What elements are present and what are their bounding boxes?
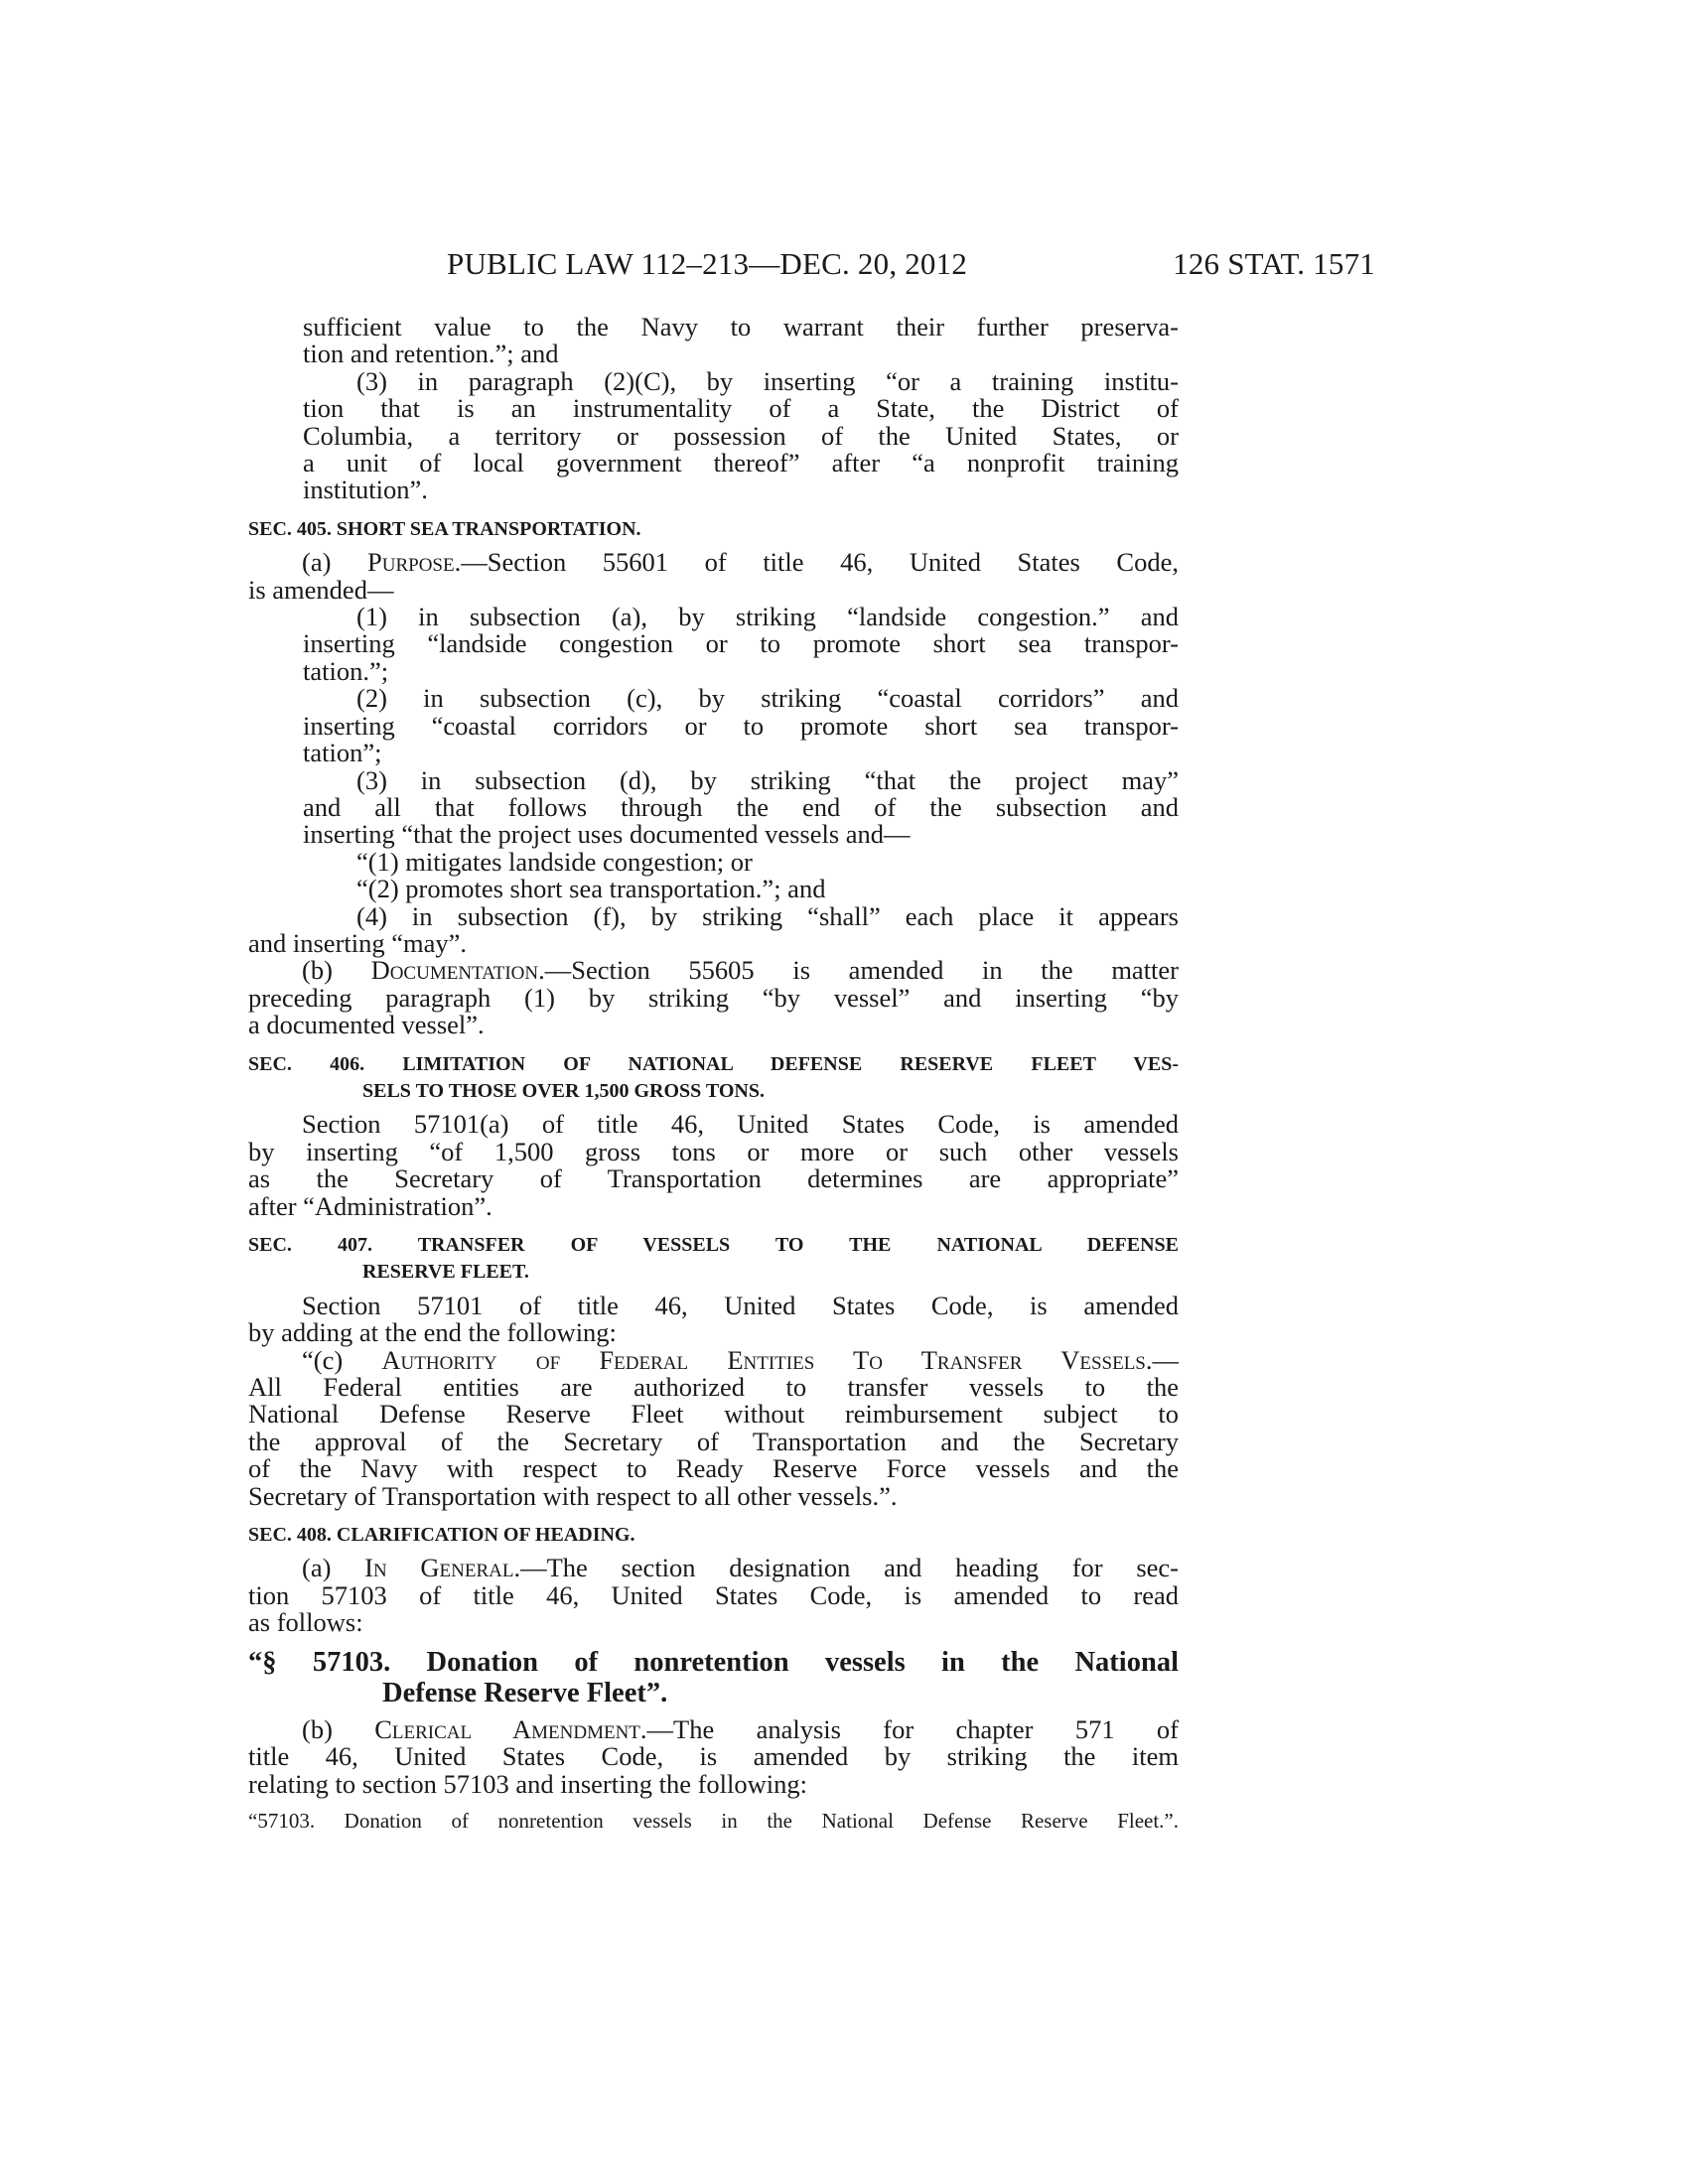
subsection-heading: In General (364, 1553, 514, 1583)
text-line: Section 57101 of title 46, United States Code, is amended (302, 1290, 1179, 1320)
text-line: (3) in subsection (d), by striking “that the project may” (356, 764, 1179, 795)
text-line: (4) in subsection (f), by striking “shall” each place it appears (356, 900, 1179, 931)
text-line: All Federal entities are authorized to transfer vessels to the (248, 1372, 1179, 1403)
document-body (248, 312, 1180, 1835)
text-line: inserting “that the project uses documented vessels and— (303, 819, 911, 850)
text-line: Secretary of Transportation with respect to all other vessels.”. (248, 1480, 898, 1511)
text-line: of the Navy with respect to Ready Reserve Force vessels and the (248, 1453, 1179, 1484)
section-heading-408: SEC. 408. CLARIFICATION OF HEADING. (248, 1524, 635, 1547)
text-line: (b) Documentation.—Section 55605 is amended in the matter (302, 955, 1180, 986)
text-line: National Defense Reserve Fleet without reimbursement subject to (248, 1399, 1179, 1430)
text-line: tion 57103 of title 46, United States Code, is amended to read (248, 1579, 1179, 1610)
text-line: by adding at the end the following: (248, 1317, 617, 1348)
section-title-57103-cont: Defense Reserve Fleet”. (382, 1677, 668, 1708)
subsection-heading: Clerical Amendment (374, 1713, 640, 1744)
section-heading-405: SEC. 405. SHORT SEA TRANSPORTATION. (248, 517, 641, 540)
text-line: “(1) mitigates landside congestion; or (356, 846, 753, 877)
page-header (303, 246, 1375, 288)
text-line: (3) in paragraph (2)(C), by inserting “or a training institu- (356, 365, 1179, 396)
section-heading-407: SEC. 407. TRANSFER OF VESSELS TO THE NATIONAL DEFENSE (248, 1234, 1179, 1256)
text-line: “(c) Authority of Federal Entities To Transfer Vessels.— (302, 1344, 1179, 1375)
text-line: as the Secretary of Transportation determines are appropriate” (248, 1163, 1179, 1194)
text-line: and inserting “may”. (248, 927, 468, 958)
text-line: title 46, United States Code, is amended by striking the item (248, 1741, 1179, 1772)
text-line: tation”; (303, 738, 382, 768)
text-line: Columbia, a territory or possession of the United States, or (303, 420, 1179, 451)
text-line: “(2) promotes short sea transportation.”; and (356, 874, 826, 904)
text-line: inserting “landside congestion or to promote short sea transpor- (303, 628, 1179, 659)
text-line: (b) Clerical Amendment.—The analysis for chapter 571 of (302, 1713, 1179, 1744)
section-title-57103: “§ 57103. Donation of nonretention vessels in the National (248, 1646, 1179, 1678)
subsection-heading: Purpose (367, 547, 455, 578)
text-line: (2) in subsection (c), by striking “coastal corridors” and (356, 683, 1179, 714)
section-heading-406-cont: SELS TO THOSE OVER 1,500 GROSS TONS. (362, 1079, 765, 1102)
section-heading-407-cont: RESERVE FLEET. (362, 1261, 529, 1284)
text-line: and all that follows through the end of the subsection and (303, 791, 1179, 822)
text-line: tion that is an instrumentality of a State, the District of (303, 393, 1179, 424)
text-line: preceding paragraph (1) by striking “by vessel” and inserting “by (248, 982, 1179, 1013)
text-line: (a) In General.—The section designation and heading for sec- (302, 1553, 1179, 1583)
text-line: after “Administration”. (248, 1190, 492, 1221)
text-line: inserting “coastal corridors or to promote short sea transpor- (303, 710, 1179, 741)
text-line: institution”. (303, 475, 428, 505)
text-line: is amended— (248, 574, 394, 605)
text-line: tion and retention.”; and (303, 339, 559, 369)
text-line: relating to section 57103 and inserting the following: (248, 1768, 808, 1799)
section-heading-406: SEC. 406. LIMITATION OF NATIONAL DEFENSE RESERVE FLEET VES- (248, 1052, 1179, 1075)
text-line: a documented vessel”. (248, 1010, 485, 1040)
text-line: sufficient value to the Navy to warrant their further preserva- (303, 312, 1179, 341)
text-line: by inserting “of 1,500 gross tons or more or such other vessels (248, 1136, 1179, 1166)
running-head: PUBLIC LAW 112–213—DEC. 20, 2012 (447, 246, 968, 281)
text-line: Section 57101(a) of title 46, United States Code, is amended (302, 1109, 1179, 1140)
text-line: the approval of the Secretary of Transportation and the Secretary (248, 1426, 1179, 1456)
text-line: a unit of local government thereof” after “a nonprofit training (303, 448, 1179, 478)
statute-page-number: 126 STAT. 1571 (1173, 246, 1375, 281)
text-line: tation.”; (303, 655, 389, 686)
table-of-sections-entry: “57103. Donation of nonretention vessels in the National Defense Reserve Fleet.”. (248, 1808, 1179, 1833)
subsection-heading: Authority of Federal Entities To Transfer Vessels (381, 1344, 1146, 1375)
text-line: as follows: (248, 1607, 363, 1638)
text-line: (a) Purpose.—Section 55601 of title 46, United States Code, (302, 547, 1179, 578)
subsection-heading: Documentation (370, 955, 539, 986)
text-line: (1) in subsection (a), by striking “landside congestion.” and (356, 602, 1179, 632)
